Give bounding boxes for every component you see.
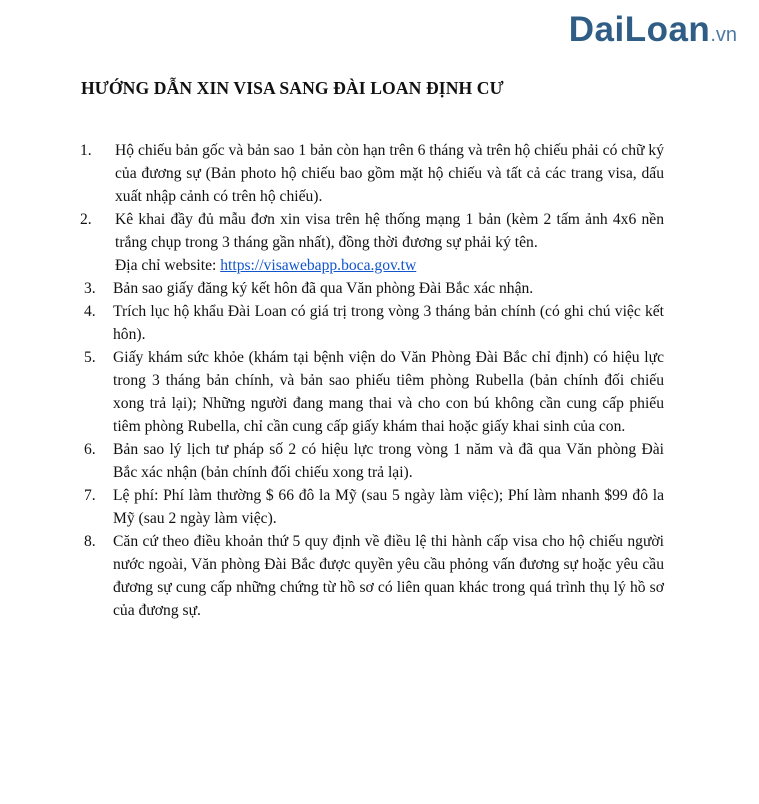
item-number: 5. (84, 349, 96, 366)
requirements-list (0, 139, 759, 622)
logo-brand: DaiLoan (568, 10, 711, 49)
list-item (0, 277, 759, 300)
site-logo[interactable] (569, 10, 737, 50)
item-text: Kê khai đầy đủ mẫu đơn xin visa trên hệ thống mạng 1 bản (kèm 2 tấm ảnh 4x6 nền trắng chụp trong 3 tháng gần nhất), đồng thời đương sự phải ký tên. (115, 211, 664, 251)
website-label: Địa chỉ website: (115, 257, 221, 274)
item-text: Căn cứ theo điều khoản thứ 5 quy định về điều lệ thi hành cấp visa cho hộ chiếu người nước ngoài, Văn phòng Đài Bắc được quyền yêu cầu phỏng vấn đương sự hoặc yêu cầu đương sự cung cấp những chứng từ hồ sơ có liên quan khác trong quá trình thụ lý hồ sơ của đương sự. (113, 533, 664, 619)
item-number: 2. (80, 211, 92, 228)
item-number: 8. (84, 533, 96, 550)
item-number: 3. (84, 280, 96, 297)
list-item (0, 208, 759, 277)
list-item (0, 139, 759, 208)
item-text: Bản sao giấy đăng ký kết hôn đã qua Văn phòng Đài Bắc xác nhận. (113, 280, 534, 297)
item-number: 4. (84, 303, 96, 320)
list-item (0, 300, 759, 346)
item-text: Hộ chiếu bản gốc và bản sao 1 bản còn hạn trên 6 tháng và trên hộ chiếu phải có chữ ký của đương sự (Bản photo hộ chiếu bao gồm mặt hộ chiếu và tất cả các trang visa, dấu xuất nhập cảnh có trên hộ chiếu). (115, 142, 664, 205)
list-item (0, 530, 759, 622)
list-item (0, 346, 759, 438)
list-item (0, 484, 759, 530)
item-text: Bản sao lý lịch tư pháp số 2 có hiệu lực trong vòng 1 năm và đã qua Văn phòng Đài Bắc xác nhận (bản chính đối chiếu xong trả lại). (113, 441, 664, 481)
item-text: Giấy khám sức khỏe (khám tại bệnh viện do Văn Phòng Đài Bắc chỉ định) có hiệu lực trong 3 tháng bản chính, và bản sao phiếu tiêm phòng Rubella (bản chính đối chiếu xong trả lại); Những người đang mang thai và cho con bú không cần cung cấp phiếu tiêm phòng Rubella, chỉ cần cung cấp giấy khám thai hoặc giấy khai sinh của con. (113, 349, 664, 435)
website-link[interactable]: https://visawebapp.boca.gov.tw (220, 257, 417, 274)
item-text: Lệ phí: Phí làm thường $ 66 đô la Mỹ (sau 5 ngày làm việc); Phí làm nhanh $99 đô la Mỹ (sau 2 ngày làm việc). (113, 487, 664, 527)
document-title: HƯỚNG DẪN XIN VISA SANG ĐÀI LOAN ĐỊNH CƯ (81, 78, 504, 98)
item-number: 1. (80, 142, 92, 159)
list-item (0, 438, 759, 484)
item-number: 7. (84, 487, 96, 504)
logo-tld: .vn (710, 24, 737, 46)
item-number: 6. (84, 441, 96, 458)
item-text: Trích lục hộ khẩu Đài Loan có giá trị trong vòng 3 tháng bản chính (có ghi chú việc kết hôn). (113, 303, 664, 343)
